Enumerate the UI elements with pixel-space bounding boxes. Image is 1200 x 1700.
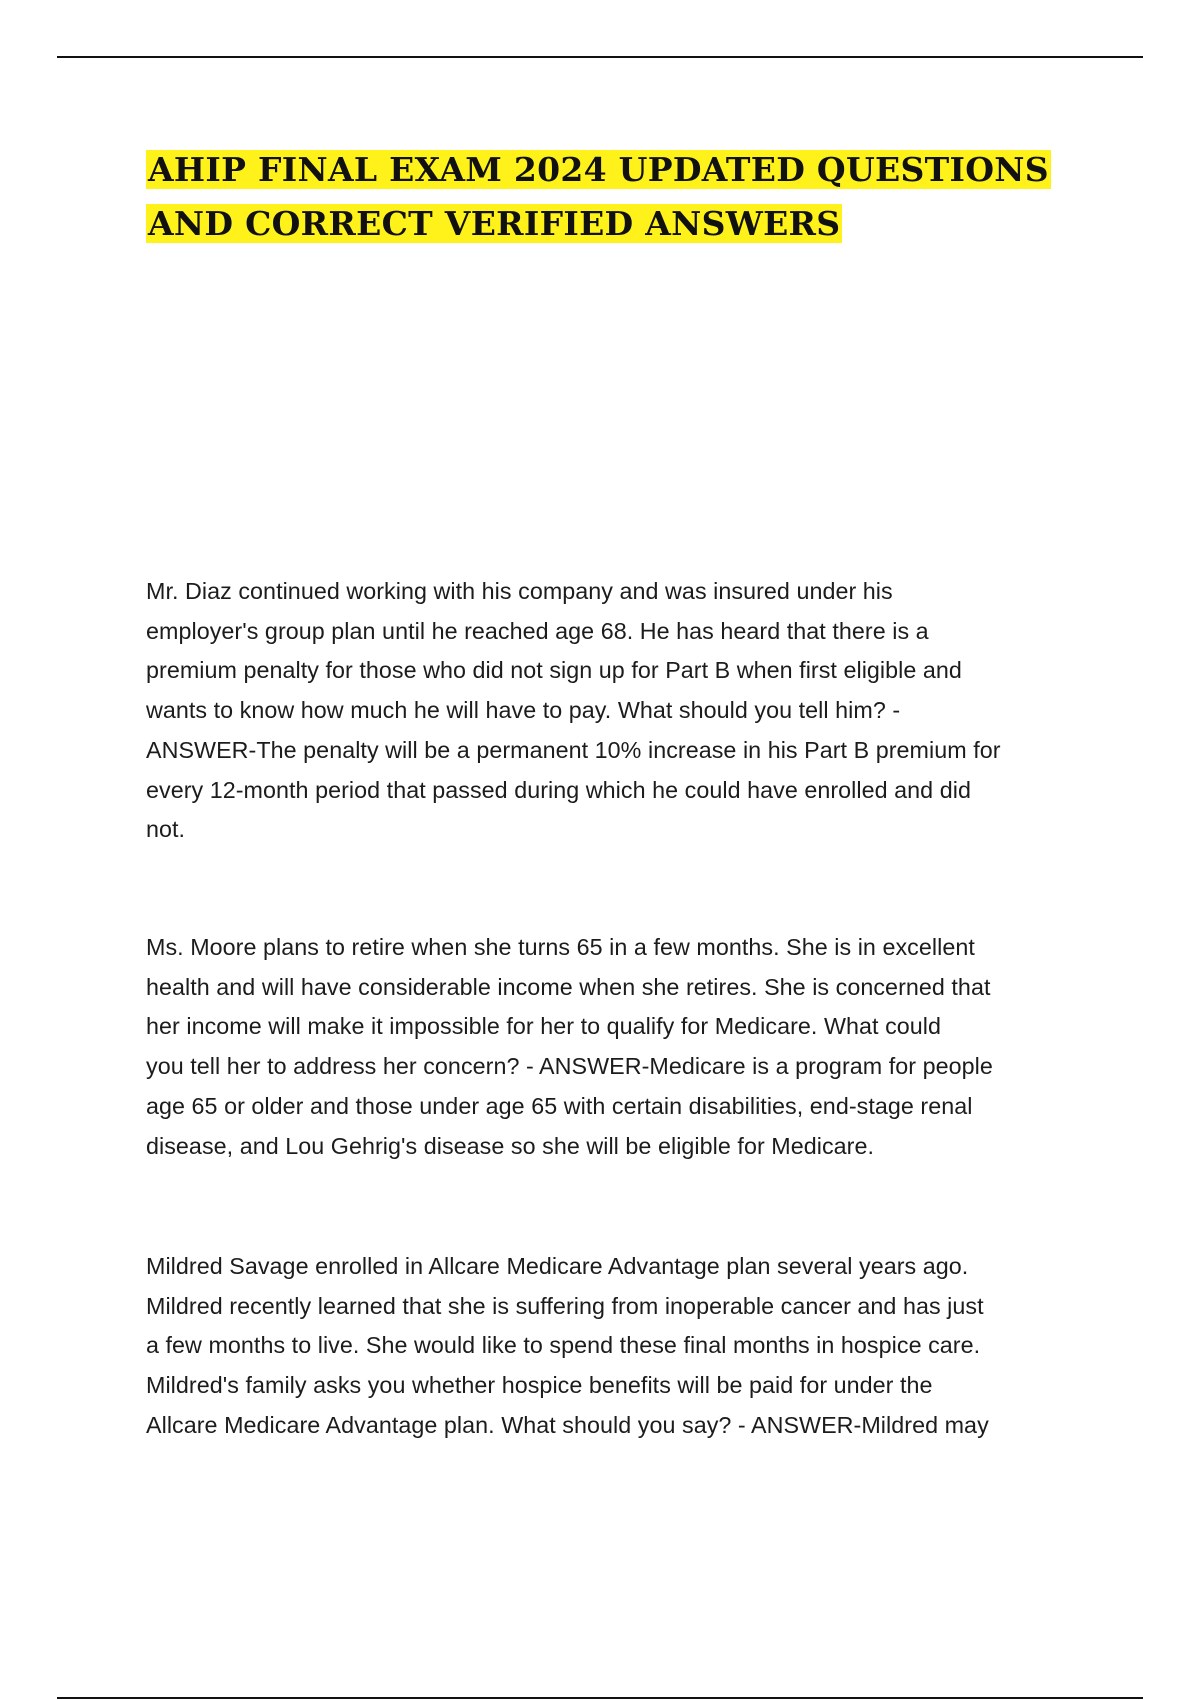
title-line-2: AND CORRECT VERIFIED ANSWERS — [148, 204, 841, 243]
qa-entry-2-line: you tell her to address her concern? - ANSWER-Medicare is a program for people — [146, 1053, 993, 1080]
qa-entry-3 — [146, 1247, 1081, 1446]
qa-entry-1-line: ANSWER-The penalty will be a permanent 10% increase in his Part B premium for — [146, 736, 1001, 763]
qa-entry-1-line: premium penalty for those who did not sign up for Part B when first eligible and — [146, 657, 962, 684]
qa-entry-1 — [146, 572, 1081, 850]
qa-entry-2-line: health and will have considerable income when she retires. She is concerned that — [146, 973, 991, 1000]
qa-entry-2-line: Ms. Moore plans to retire when she turns 65 in a few months. She is in excellent — [146, 934, 975, 960]
qa-entry-3-line: Mildred Savage enrolled in Allcare Medicare Advantage plan several years ago. — [146, 1253, 969, 1279]
header-rule — [57, 56, 1143, 58]
title-line-1: AHIP FINAL EXAM 2024 UPDATED QUESTIONS — [148, 150, 1049, 189]
qa-entry-1-line: employer's group plan until he reached age 68. He has heard that there is a — [146, 617, 929, 644]
qa-entry-1-line: every 12-month period that passed during which he could have enrolled and did — [146, 776, 971, 803]
qa-entry-3-line: Allcare Medicare Advantage plan. What should you say? - ANSWER-Mildred may — [146, 1411, 989, 1438]
qa-entry-2-line: disease, and Lou Gehrig's disease so she will be eligible for Medicare. — [146, 1132, 875, 1159]
qa-entry-1-line: Mr. Diaz continued working with his company and was insured under his — [146, 578, 893, 604]
qa-entry-3-line: Mildred recently learned that she is suffering from inoperable cancer and has just — [146, 1292, 984, 1319]
qa-entry-1-line: wants to know how much he will have to pay. What should you tell him? - — [146, 697, 901, 724]
qa-entry-3-line: Mildred's family asks you whether hospice benefits will be paid for under the — [146, 1372, 933, 1399]
qa-entry-1-line: not. — [146, 816, 186, 843]
qa-entry-2-line: age 65 or older and those under age 65 with certain disabilities, end-stage renal — [146, 1092, 973, 1119]
document-title — [146, 143, 1066, 251]
qa-entry-3-line: a few months to live. She would like to spend these final months in hospice care. — [146, 1332, 981, 1359]
qa-entry-2 — [146, 928, 1081, 1166]
footer-rule — [57, 1697, 1143, 1699]
qa-entry-2-line: her income will make it impossible for her to qualify for Medicare. What could — [146, 1013, 942, 1040]
